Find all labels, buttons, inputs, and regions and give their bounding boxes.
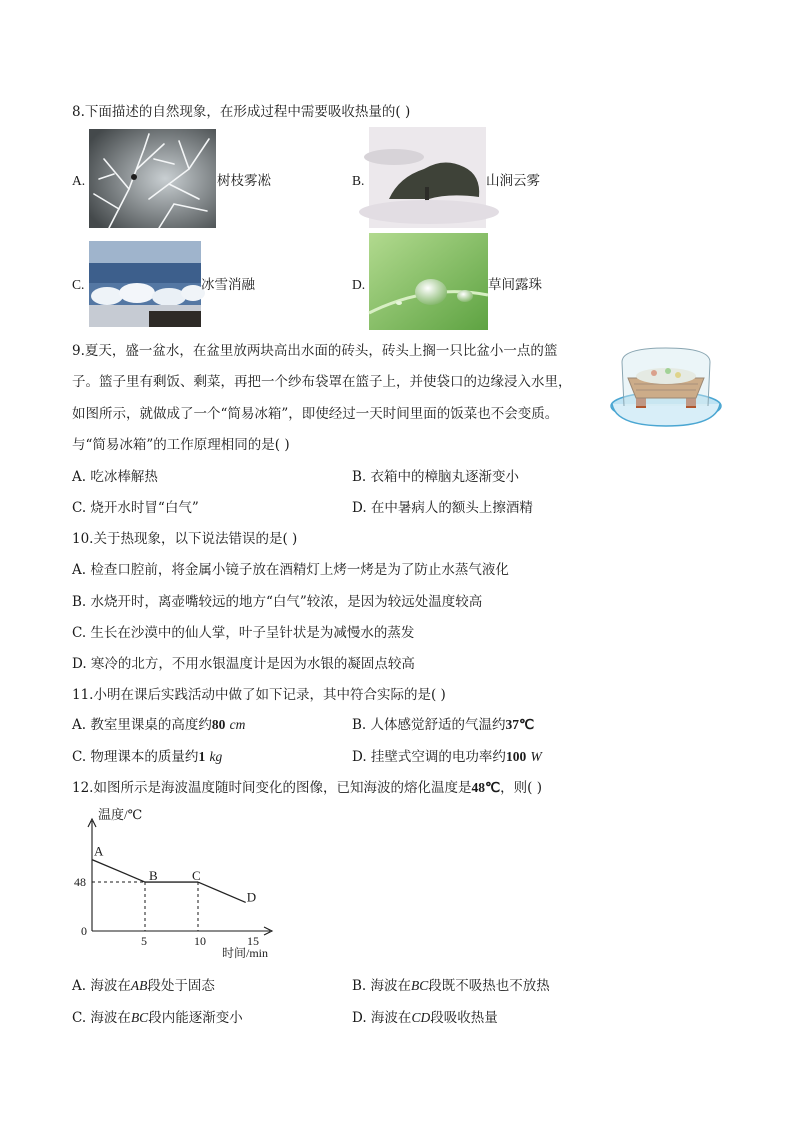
y-axis-label: 温度/℃ (98, 807, 143, 822)
q12-option-a-seg: AB (130, 978, 148, 993)
q9-stem-line-2: 子。篮子里有剩饭、剩菜，再把一个纱布袋罩在篮子上，并使袋口的边缘浸入水里， (72, 374, 572, 390)
curve-segment-CD (198, 882, 246, 902)
q12-option-c (72, 1009, 243, 1027)
q11-option-a-unit: cm (229, 717, 246, 732)
q11-option-b-text: B. 人体感觉舒适的气温约 (352, 717, 506, 733)
melting-snow-photo (89, 241, 201, 327)
q12-option-a-pre: A. 海波在 (72, 978, 131, 994)
point-label-D: D (246, 889, 257, 905)
origin-label: 0 (81, 924, 87, 938)
x-tick-label-10: 10 (194, 934, 206, 948)
q11-option-d-unit: W (530, 749, 542, 764)
q11-option-b (352, 716, 534, 734)
q12-option-b (352, 977, 550, 995)
q12-option-d-post: 段吸收热量 (430, 1010, 498, 1026)
q12-option-b-seg: BC (411, 978, 429, 993)
q11-option-c-text: C. 物理课本的质量约 (72, 749, 199, 765)
q12-stem-pre: 12.如图所示是海波温度随时间变化的图像，已知海波的熔化温度是 (72, 780, 472, 796)
q8-option-b-text: 山涧云雾 (486, 173, 540, 189)
rime-tree-photo (89, 129, 216, 228)
q9-stem-line-1: 9.夏天，盛一盆水，在盆里放两块高出水面的砖头，砖头上搁一只比盆小一点的篮 (72, 343, 558, 359)
q12-option-d (352, 1009, 498, 1027)
q12-option-c-post: 段内能逐渐变小 (148, 1010, 243, 1026)
haibo-temperature-chart (76, 805, 286, 965)
q11-option-a (72, 716, 245, 734)
q12-option-c-pre: C. 海波在 (72, 1010, 131, 1026)
q12-stem-post: ，则( ) (500, 780, 542, 796)
q10-option-c: C. 生长在沙漠中的仙人掌，叶子呈针状是为减慢水的蒸发 (72, 625, 415, 641)
q8-option-c-letter: C. (72, 277, 85, 292)
q10-option-a: A. 检查口腔前，将金属小镜子放在酒精灯上烤一烤是为了防止水蒸气液化 (72, 562, 509, 578)
q10-option-d: D. 寒冷的北方，不用水银温度计是因为水银的凝固点较高 (72, 656, 415, 672)
point-label-A: A (94, 843, 104, 859)
q11-option-c-value: 1 (198, 749, 206, 764)
q12-option-d-seg: CD (411, 1010, 431, 1025)
q11-option-c-unit: kg (209, 749, 223, 764)
q12-option-a-post: 段处于固态 (147, 978, 215, 994)
q11-option-c (72, 748, 222, 766)
q8-option-d-text: 草间露珠 (488, 277, 542, 293)
q8-option-d-letter: D. (352, 277, 366, 292)
x-tick-label-5: 5 (141, 934, 147, 948)
dew-drop-photo (369, 233, 488, 330)
q11-option-d-text: D. 挂壁式空调的电功率约 (352, 749, 506, 765)
mountain-fog-photo (369, 127, 486, 228)
q9-option-d: D. 在中暑病人的额头上擦酒精 (352, 500, 533, 516)
q11-option-d (352, 748, 542, 766)
axes (88, 819, 272, 935)
q10-stem: 10.关于热现象，以下说法错误的是( ) (72, 531, 298, 547)
x-axis-label: 时间/min (222, 946, 269, 960)
q9-option-c: C. 烧开水时冒“白气” (72, 500, 199, 516)
point-label-C: C (192, 868, 201, 884)
point-label-B: B (149, 868, 158, 884)
q11-option-a-text: A. 教室里课桌的高度约 (72, 717, 212, 733)
q11-stem: 11.小明在课后实践活动中做了如下记录，其中符合实际的是( ) (72, 687, 446, 703)
q9-stem-line-3: 如图所示，就做成了一个“简易冰箱”，即使经过一天时间里面的饭菜也不会变质。 (72, 406, 559, 422)
x-tick-label-15: 15 (247, 934, 259, 948)
curve-segment-AB (92, 860, 145, 882)
q12-stem-value: 48℃ (471, 780, 501, 795)
q11-option-d-value: 100 (505, 749, 527, 764)
q12-option-c-seg: BC (130, 1010, 149, 1025)
q9-option-b: B. 衣箱中的樟脑丸逐渐变小 (352, 469, 520, 485)
q10-option-b: B. 水烧开时，离壶嘴较远的地方“白气”较浓，是因为较远处温度较高 (72, 594, 483, 610)
q11-option-a-value: 80 (211, 717, 226, 732)
q12-option-b-post: 段既不吸热也不放热 (428, 978, 550, 994)
q8-option-a-text: 树枝雾凇 (217, 173, 271, 189)
q8-option-a-letter: A. (72, 173, 86, 188)
q12-stem (72, 779, 542, 797)
q9-option-a: A. 吃冰棒解热 (72, 469, 158, 485)
y-tick-label-48: 48 (74, 875, 86, 890)
q8-option-c-text: 冰雪消融 (201, 277, 255, 293)
q9-stem-line-4: 与“简易冰箱”的工作原理相同的是( ) (72, 437, 290, 453)
q8-stem: 8.下面描述的自然现象，在形成过程中需要吸收热量的( ) (72, 104, 411, 120)
q12-option-a (72, 977, 215, 995)
q12-option-b-pre: B. 海波在 (352, 978, 412, 994)
simple-fridge-illustration (608, 344, 724, 428)
q8-option-b-letter: B. (352, 173, 365, 188)
q11-option-b-value: 37℃ (505, 717, 535, 732)
q12-option-d-pre: D. 海波在 (352, 1010, 412, 1026)
